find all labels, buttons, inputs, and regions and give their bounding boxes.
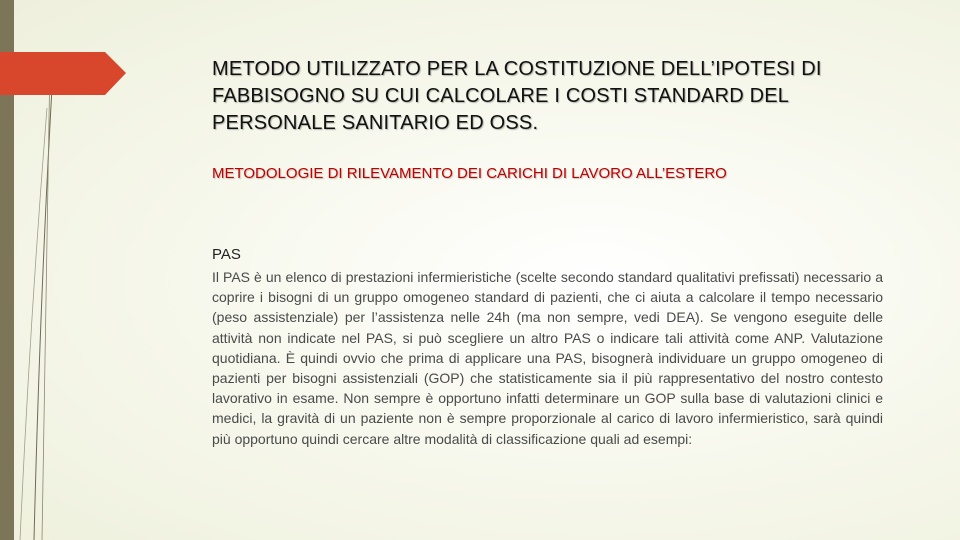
decorative-line-1 (34, 88, 52, 540)
slide-subtitle: METODOLOGIE DI RILEVAMENTO DEI CARICHI DI LAVORO ALL’ESTERO (212, 165, 727, 182)
decorative-line-2 (42, 60, 50, 540)
body-paragraph: Il PAS è un elenco di prestazioni infermieristiche (scelte secondo standard qualitativi prefissati) necessario a coprire i bisogni di un gruppo omogeneo standard di pazienti, che ci aiuta a calcolare il tempo necessario (peso assistenziale) per l’assistenza nelle 24h (ma non sempre, vedi DEA). Se vengono eseguite delle attività non indicate nel PAS, si può scegliere un altro PAS o indicare tali attività come ANP. Valutazione quotidiana. È quindi ovvio che prima di applicare una PAS, bisognerà individuare un gruppo omogeneo di pazienti per bisogni assistenziali (GOP) che statisticamente sia il più rappresentativo del nostro contesto lavorativo in esame. Non sempre è opportuno infatti determinare un GOP sulla base di valutazioni clinici e medici, la gravità di un paziente non è sempre proporzionale al carico di lavoro infermieristico, sarà quindi più opportuno quindi cercare altre modalità di classificazione quali ad esempi: (212, 269, 883, 447)
left-sidebar-bar (0, 0, 14, 540)
slide-title: METODO UTILIZZATO PER LA COSTITUZIONE DELL’IPOTESI DI FABBISOGNO SU CUI CALCOLARE I COSTI STANDARD DEL PERSONALE SANITARIO ED OSS. (212, 58, 822, 134)
decorative-line-3 (20, 108, 47, 540)
section-heading: PAS (212, 246, 241, 263)
